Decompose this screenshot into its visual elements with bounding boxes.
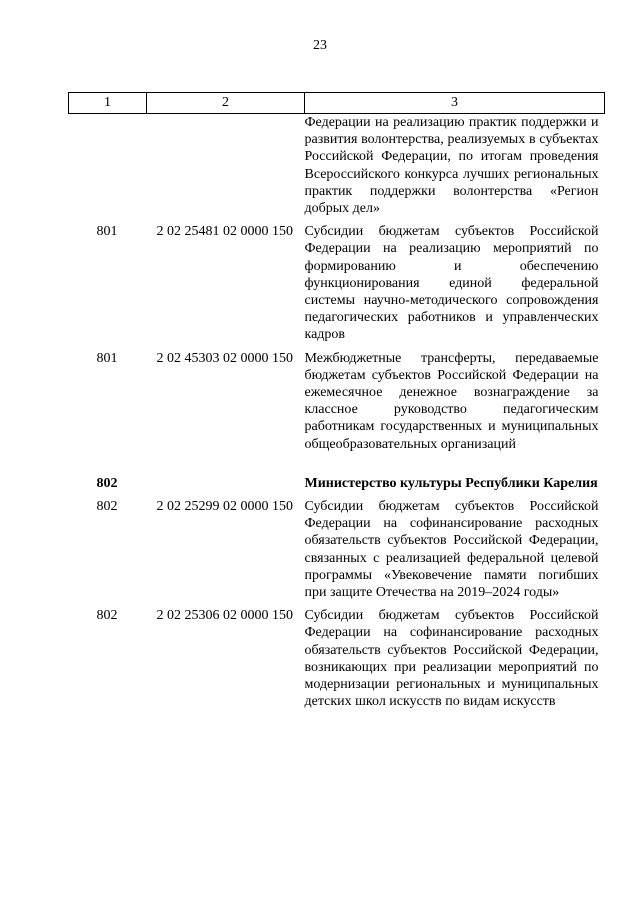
income-description: Межбюджетные трансферты, передаваемые бюджетам субъектов Российской Федерации на ежемесячное денежное вознаграждение за классное руководство педагогическим работникам государственных и муниципальных общеобразовательных организаций <box>304 350 599 452</box>
table-row <box>69 114 605 218</box>
admin-code: 801 <box>96 350 118 366</box>
header-col-1: 1 <box>69 93 147 114</box>
page-number: 23 <box>313 38 327 53</box>
admin-code <box>69 114 147 218</box>
budget-codes-table <box>68 92 605 711</box>
income-description: Субсидии бюджетам субъектов Российской Федерации на софинансирование расходных обязательств субъектов Российской Федерации, связанных с реализацией федеральной целевой программы «Увековечение памяти погибших при защите Отечества на 2019–2024 годы» <box>304 499 599 601</box>
header-col-2: 2 <box>147 93 305 114</box>
header-col-3: 3 <box>305 93 605 114</box>
budget-code: 2 02 45303 02 0000 150 <box>156 350 293 366</box>
table-row-ministry <box>69 475 605 492</box>
table-row <box>69 223 605 343</box>
admin-code: 802 <box>96 475 118 491</box>
income-description: Федерации на реализацию практик поддержки и развития волонтерства, реализуемых в субъектах Российской Федерации, по итогам проведения Всероссийского конкурса лучших региональных практик поддержки волонтерства «Регион добрых дел» <box>304 115 599 217</box>
budget-code: 2 02 25299 02 0000 150 <box>156 499 293 515</box>
table-row <box>69 350 605 453</box>
table-row <box>69 498 605 601</box>
admin-code: 802 <box>96 499 118 515</box>
admin-code: 802 <box>96 608 118 624</box>
budget-code: 2 02 25481 02 0000 150 <box>156 224 293 240</box>
ministry-name: Министерство культуры Республики Карелия <box>304 475 598 491</box>
income-description: Субсидии бюджетам субъектов Российской Федерации на софинансирование расходных обязательств субъектов Российской Федерации, возникающих при реализации мероприятий по модернизации региональных и муниципальных детских школ искусств по видам искусств <box>304 608 599 710</box>
income-description: Субсидии бюджетам субъектов Российской Федерации на реализацию мероприятий по формированию и обеспечению функционирования единой федеральной системы научно-методического сопровождения педагогических работников и управленческих кадров <box>304 224 599 343</box>
table-header-row <box>69 93 605 114</box>
budget-code <box>147 114 305 218</box>
budget-code: 2 02 25306 02 0000 150 <box>156 608 293 624</box>
budget-code <box>147 475 305 492</box>
admin-code: 801 <box>96 224 118 240</box>
table-row <box>69 607 605 710</box>
